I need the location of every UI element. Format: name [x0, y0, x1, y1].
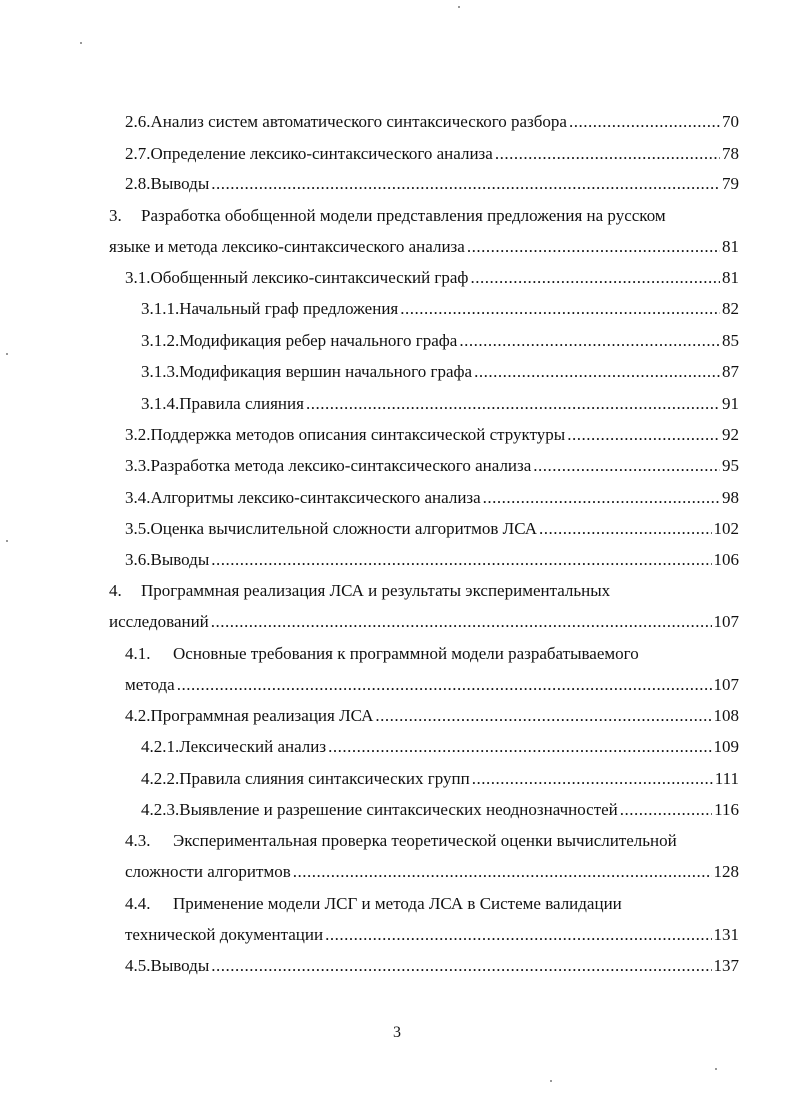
toc-title: Программная реализация ЛСА	[150, 706, 374, 725]
toc-title: Разработка метода лексико-синтаксического анализа	[150, 456, 532, 475]
toc-leader	[483, 487, 720, 509]
toc-page: 85	[722, 331, 739, 350]
toc-page: 78	[722, 144, 739, 163]
toc-page: 107	[713, 612, 739, 631]
toc-page: 131	[713, 925, 739, 944]
toc-number: 4.3.	[125, 831, 151, 850]
toc-entry-2-7	[125, 143, 739, 165]
toc-number: 3.1.4.	[141, 394, 180, 413]
toc-leader	[467, 236, 720, 258]
toc-entry-4-1-line1	[125, 643, 739, 665]
toc-leader	[495, 143, 720, 165]
toc-title: Лексический анализ	[179, 737, 327, 756]
toc-title: Правила слияния синтаксических групп	[179, 769, 470, 788]
toc-leader	[211, 955, 711, 977]
toc-title: Выводы	[150, 956, 210, 975]
toc-page: 98	[722, 488, 739, 507]
toc-entry-3-3	[125, 455, 739, 477]
toc-number: 3.1.1.	[141, 299, 180, 318]
toc-leader	[472, 768, 713, 790]
toc-number: 4.2.2.	[141, 769, 180, 788]
toc-title: Обобщенный лексико-синтаксический граф	[150, 268, 469, 287]
toc-entry-4-4-line1	[125, 893, 739, 915]
toc-entry-4-2-2	[141, 768, 739, 790]
toc-page: 128	[713, 862, 739, 881]
toc-entry-4-2	[125, 705, 739, 727]
toc-number: 3.1.3.	[141, 362, 180, 381]
toc-title: Выявление и разрешение синтаксических неоднозначностей	[179, 800, 618, 819]
toc-page: 95	[722, 456, 739, 475]
toc-page: 82	[722, 299, 739, 318]
toc-title: Оценка вычислительной сложности алгоритмов ЛСА	[150, 519, 537, 538]
toc-title: Экспериментальная проверка теоретической оценки вычислительной	[173, 831, 677, 850]
toc-title-continued: технической документации	[125, 925, 324, 944]
toc-leader	[328, 736, 711, 758]
scan-speck	[715, 1068, 717, 1070]
toc-title-continued: языке и метода лексико-синтаксического анализа	[109, 237, 465, 256]
toc-entry-4-3-line1	[125, 830, 739, 852]
toc-page: 116	[714, 800, 739, 819]
toc-title: Выводы	[150, 550, 210, 569]
toc-leader	[567, 424, 720, 446]
toc-title: Модификация ребер начального графа	[179, 331, 458, 350]
toc-page: 106	[713, 550, 739, 569]
toc-leader	[211, 173, 720, 195]
toc-entry-4-5	[125, 955, 739, 977]
toc-entry-3-line2	[109, 236, 739, 258]
toc-page: 107	[713, 675, 739, 694]
toc-number: 4.5.	[125, 956, 151, 975]
toc-page: 92	[722, 425, 739, 444]
toc-leader	[177, 674, 712, 696]
toc-leader	[533, 455, 720, 477]
toc-title: Программная реализация ЛСА и результаты экспериментальных	[141, 581, 611, 600]
toc-page: 109	[713, 737, 739, 756]
toc-leader	[539, 518, 712, 540]
toc-number: 4.2.3.	[141, 800, 180, 819]
toc-number: 2.7.	[125, 144, 151, 163]
toc-title: Поддержка методов описания синтаксической структуры	[150, 425, 566, 444]
toc-title: Основные требования к программной модели разрабатываемого	[173, 644, 639, 663]
toc-leader	[569, 111, 720, 133]
toc-leader	[293, 861, 712, 883]
toc-leader	[211, 549, 711, 571]
scan-speck	[80, 42, 82, 44]
toc-entry-3-line1	[109, 205, 739, 227]
toc-entry-4-1-line2	[125, 674, 739, 696]
toc-page: 137	[713, 956, 739, 975]
toc-title: Выводы	[150, 174, 210, 193]
toc-entry-4-2-3	[141, 799, 739, 821]
toc-entry-3-6	[125, 549, 739, 571]
toc-leader	[325, 924, 711, 946]
toc-leader	[459, 330, 720, 352]
toc-leader	[620, 799, 712, 821]
toc-entry-3-1	[125, 267, 739, 289]
scan-speck	[550, 1080, 552, 1082]
toc-title: Модификация вершин начального графа	[179, 362, 473, 381]
toc-entry-4-3-line2	[125, 861, 739, 883]
toc-title-continued: исследований	[109, 612, 209, 631]
toc-page: 91	[722, 394, 739, 413]
toc-number: 3.6.	[125, 550, 151, 569]
toc-title: Начальный граф предложения	[179, 299, 399, 318]
toc-leader	[375, 705, 711, 727]
toc-entry-2-8	[125, 173, 739, 195]
toc-entry-3-4	[125, 487, 739, 509]
toc-title-continued: сложности алгоритмов	[125, 862, 291, 881]
toc-entry-3-2	[125, 424, 739, 446]
toc-entry-3-1-4	[141, 393, 739, 415]
toc-title: Применение модели ЛСГ и метода ЛСА в Системе валидации	[173, 894, 622, 913]
toc-entry-4-2-1	[141, 736, 739, 758]
toc-title: Разработка обобщенной модели представления предложения на русском	[141, 206, 666, 225]
toc-entry-3-1-1	[141, 298, 739, 320]
toc-page: 70	[722, 112, 739, 131]
scan-speck	[6, 540, 8, 542]
toc-entry-3-1-3	[141, 361, 739, 383]
toc-page: 81	[722, 237, 739, 256]
toc-number: 4.2.	[125, 706, 151, 725]
toc-title: Правила слияния	[179, 394, 304, 413]
toc-entry-3-5	[125, 518, 739, 540]
toc-page: 108	[713, 706, 739, 725]
toc-title: Алгоритмы лексико-синтаксического анализа	[150, 488, 481, 507]
toc-entry-4-line1	[109, 580, 739, 602]
toc-entry-4-4-line2	[125, 924, 739, 946]
toc-title-continued: метода	[125, 675, 175, 694]
toc-title: Определение лексико-синтаксического анализа	[150, 144, 493, 163]
toc-leader	[211, 611, 712, 633]
toc-page: 87	[722, 362, 739, 381]
toc-number: 3.1.	[125, 268, 151, 287]
toc-entry-4-line2	[109, 611, 739, 633]
toc-number: 4.1.	[125, 644, 151, 663]
toc-number: 2.6.	[125, 112, 151, 131]
scan-speck	[458, 6, 460, 8]
toc-number: 4.2.1.	[141, 737, 180, 756]
toc-number: 3.1.2.	[141, 331, 180, 350]
toc-page: 111	[714, 769, 739, 788]
toc-number: 3.2.	[125, 425, 151, 444]
toc-number: 3.5.	[125, 519, 151, 538]
toc-page: 79	[722, 174, 739, 193]
toc-number: 2.8.	[125, 174, 151, 193]
toc-entry-2-6	[125, 111, 739, 133]
toc-page: 102	[713, 519, 739, 538]
toc-number: 3.3.	[125, 456, 151, 475]
toc-leader	[306, 393, 720, 415]
toc-leader	[400, 298, 720, 320]
toc-number: 4.4.	[125, 894, 151, 913]
toc-number: 3.	[109, 206, 122, 225]
toc-number: 4.	[109, 581, 122, 600]
scan-speck	[6, 353, 8, 355]
toc-entry-3-1-2	[141, 330, 739, 352]
toc-page: 81	[722, 268, 739, 287]
toc-leader	[470, 267, 720, 289]
toc-leader	[474, 361, 720, 383]
toc-title: Анализ систем автоматического синтаксического разбора	[150, 112, 567, 131]
page-number: 3	[393, 1024, 401, 1041]
toc-number: 3.4.	[125, 488, 151, 507]
